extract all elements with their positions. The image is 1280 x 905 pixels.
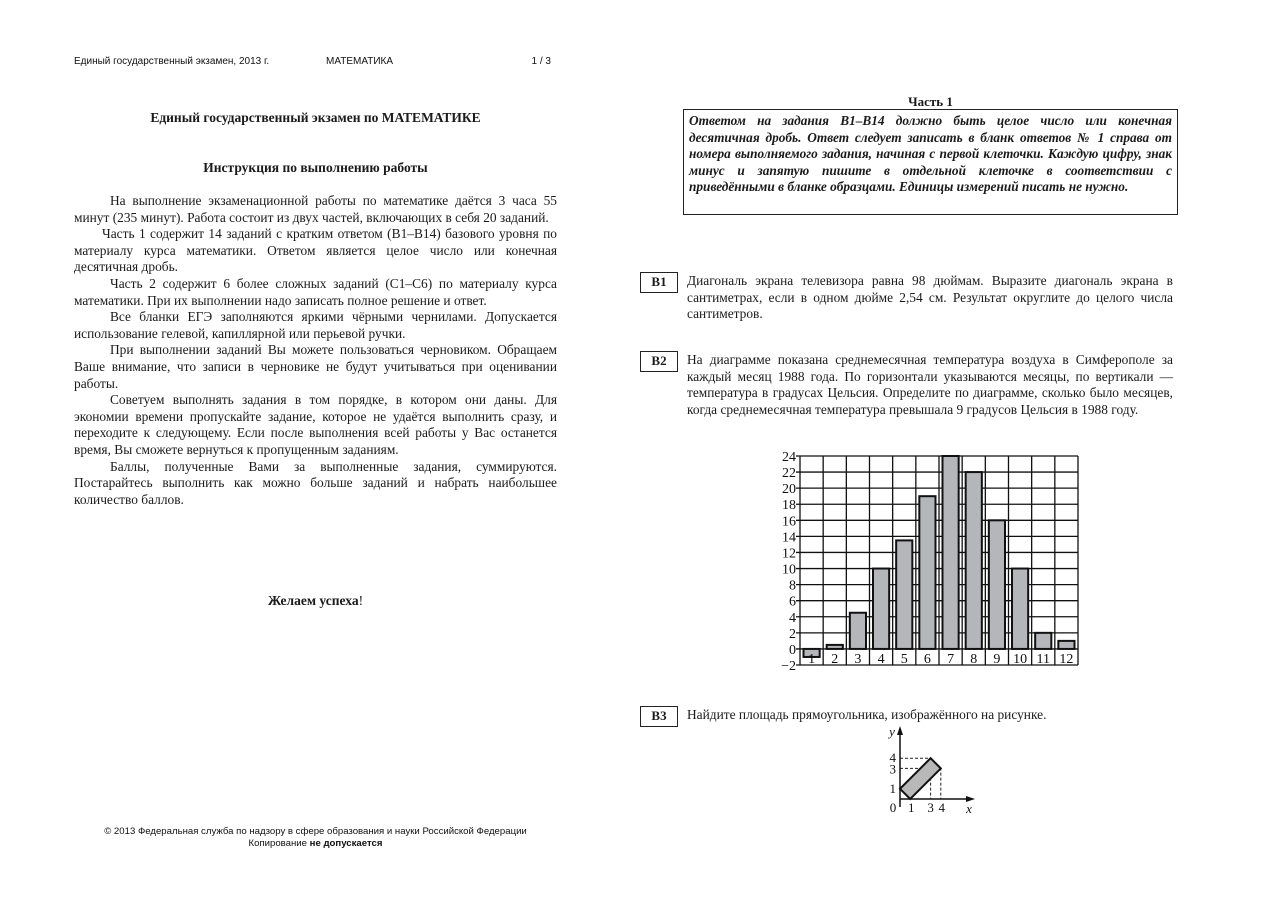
x-axis-label: x [966,801,972,816]
y-tick-label: 22 [782,466,796,482]
bar-month-10 [1012,569,1028,649]
task-label-b1: B1 [640,272,678,293]
bar-month-2 [827,645,843,649]
y-axis-arrow-icon [897,726,903,735]
task-label-b2: B2 [640,351,678,372]
bar-month-9 [989,520,1005,649]
bar-month-3 [850,613,866,649]
part-title: Часть 1 [908,94,953,109]
bar-month-11 [1035,633,1051,649]
copy-notice-bold: не допускается [309,838,383,849]
part-instructions-box: Ответом на задания B1–B14 должно быть целое число или конечная десятичная дробь. Ответ следует записать в бланк ответов № 1 справа от номера выполняемого задания, начиная с первой клеточки. Каждую цифру, знак минус и запятую пишите в отдельной клеточке в соответствии с приведёнными в бланке образцами. Единицы измерений писать не нужно. [683,109,1178,215]
x-category-label: 11 [1036,652,1050,667]
y-tick-label: 20 [782,482,796,498]
y-tick-label: 4 [889,750,896,766]
y-tick-label: 1 [889,780,896,796]
y-tick-label: 24 [782,450,796,465]
rectangle-figure [880,724,980,819]
wish-text: Желаем успеха [267,593,359,608]
x-category-label: 7 [947,652,955,667]
x-category-label: 1 [808,652,816,667]
copy-notice [74,838,557,850]
document-title: Единый государственный экзамен по МАТЕМАТИКЕ [150,110,481,125]
instruction-paragraph: При выполнении заданий Вы можете пользоваться черновиком. Обращаем Ваше внимание, что записи в черновике не будут учитываться при оценивании работы. [74,342,557,391]
task-text-b1: Диагональ экрана телевизора равна 98 дюймам. Выразите диагональ экрана в сантиметрах, если в одном дюйме 2,54 см. Результат округлите до целого числа сантиметров. [687,273,1173,322]
origin-label: 0 [889,800,897,815]
y-tick-label: 10 [782,562,796,578]
x-category-label: 6 [923,652,931,667]
copyright-line: © 2013 Федеральная служба по надзору в сфере образования и науки Российской Федерации [104,826,527,837]
header-subject: МАТЕМАТИКА [326,56,394,67]
y-tick-label: 16 [782,514,796,530]
copy-notice-prefix: Копирование [248,838,310,849]
y-tick-label: 6 [789,594,796,610]
wish-punct: ! [358,593,364,608]
x-category-label: 8 [970,652,978,667]
y-tick-label: 18 [782,498,796,514]
x-tick-label: 1 [907,800,915,815]
instruction-paragraph: Советуем выполнять задания в том порядке, в котором они даны. Для экономии времени пропускайте задание, которое не удаётся выполнить сразу, и переходите к следующему. Если после выполнения всей работы у Вас останется время, Вы сможете вернуться к пропущенным заданиям. [74,392,557,457]
task-text-b3: Найдите площадь прямоугольника, изображённого на рисунке. [687,707,1047,722]
task-label-b3: B3 [640,706,678,727]
instructions-body [74,193,557,508]
y-tick-label: 4 [789,610,796,626]
x-tick-label: 4 [938,800,946,815]
bar-month-5 [896,540,912,649]
x-category-label: 9 [993,652,1001,667]
x-category-label: 2 [831,652,839,667]
y-tick-label: 14 [782,530,796,546]
x-category-label: 4 [877,652,885,667]
bar-month-7 [943,456,959,649]
y-tick-label: 8 [789,578,796,594]
x-category-label: 12 [1059,652,1074,667]
running-header [74,56,554,70]
good-luck-wish [74,593,557,609]
instruction-paragraph: Часть 2 содержит 6 более сложных заданий (C1–C6) по материалу курса математики. При их выполнении надо записать полное решение и ответ. [74,275,557,308]
temperature-bar-chart [755,445,1085,680]
x-category-label: 5 [900,652,908,667]
header-page-number: 1 / 3 [531,56,551,67]
chart-graphic [755,445,1085,680]
task-text-b2: На диаграмме показана среднемесячная температура воздуха в Симферополе за каждый месяц 1988 года. По горизонтали указываются месяцы, по вертикали — температура в градусах Цельсия. Определите по диаграмме, сколько было месяцев, когда среднемесячная температура превышала 9 градусов Цельсия в 1988 году. [687,352,1173,417]
bar-month-8 [966,472,982,649]
y-tick-label: 2 [789,626,796,642]
y-tick-label: −2 [781,659,796,674]
instruction-paragraph: Баллы, полученные Вами за выполненные задания, суммируются. Постарайтесь выполнить как можно больше заданий и набрать наибольшее количество баллов. [74,458,557,507]
x-category-label: 3 [854,652,862,667]
y-tick-label: 12 [782,546,796,562]
header-exam-name: Единый государственный экзамен, 2013 г. [74,56,270,67]
instruction-paragraph: Все бланки ЕГЭ заполняются яркими чёрными чернилами. Допускается использование гелевой, капиллярной или перьевой ручки. [74,309,557,341]
y-tick-label: 3 [889,761,896,777]
instruction-paragraph: На выполнение экзаменационной работы по математике даётся 3 часа 55 минут (235 минут). Работа состоит из двух частей, включающих в себя 20 заданий. [74,193,557,225]
copyright-footer [74,826,557,850]
y-tick-label: 0 [789,642,796,658]
instructions-title: Инструкция по выполнению работы [203,160,428,175]
x-tick-label: 3 [927,800,934,815]
bar-month-6 [919,496,935,649]
rectangle-shape [900,758,941,799]
instruction-paragraph: Часть 1 содержит 14 заданий с кратким ответом (B1–B14) базового уровня по материалу курса математики. Ответом является целое число или конечная десятичная дробь. [74,226,557,275]
y-axis-label: y [889,724,895,739]
x-category-label: 10 [1013,652,1028,667]
bar-month-12 [1058,641,1074,649]
bar-month-4 [873,569,889,649]
coordinate-figure [880,724,980,819]
